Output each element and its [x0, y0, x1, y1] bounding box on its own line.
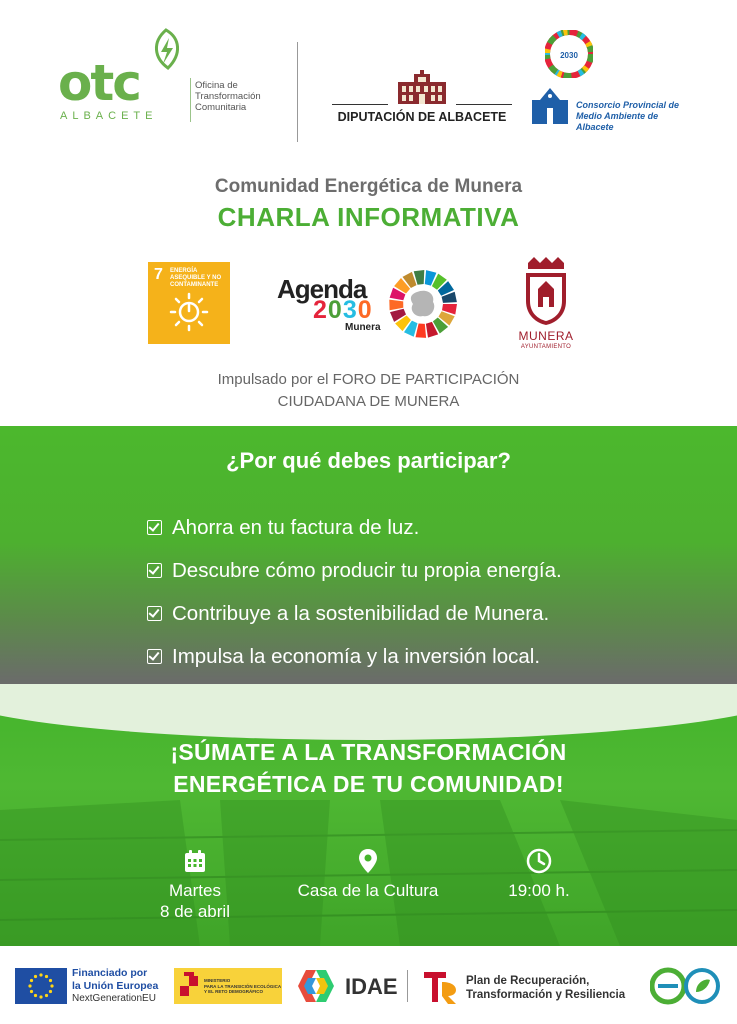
- eu-star: [39, 995, 42, 998]
- list-item-text: Contribuye a la sostenibilidad de Munera.: [172, 601, 550, 625]
- consorcio-line: Consorcio Provincial de: [576, 100, 680, 110]
- footer-separator: [407, 970, 408, 1002]
- sun-power-icon: [169, 292, 209, 332]
- eu-flag-icon: [15, 968, 67, 1004]
- idae-logo-icon: [294, 968, 338, 1004]
- otc-logo-text: otc: [58, 54, 140, 112]
- ods7-number: 7: [154, 266, 163, 283]
- agenda-year-digit: 0: [357, 296, 373, 324]
- diputacion-label: DIPUTACIÓN DE ALBACETE: [337, 110, 507, 124]
- event-place: [278, 848, 458, 901]
- sdg-wheel-segment: [389, 300, 403, 311]
- otc-desc-line: Oficina de: [195, 80, 238, 91]
- eu-star: [50, 984, 53, 987]
- checkbox-icon: [147, 649, 162, 664]
- diputacion-logo: [332, 70, 512, 126]
- eu-line: la Unión Europea: [72, 980, 159, 992]
- ministerio-logo: [174, 968, 282, 1004]
- eu-star: [28, 984, 31, 987]
- ods7-logo: [148, 262, 230, 344]
- list-item-text: Ahorra en tu factura de luz.: [172, 515, 420, 539]
- ministerio-text: [204, 978, 281, 995]
- header-separator: [297, 42, 298, 142]
- event-date: [140, 848, 250, 922]
- list-item-text: Impulsa la economía y la inversión local.: [172, 644, 541, 668]
- impulso-text: [0, 369, 737, 413]
- eu-star: [34, 975, 37, 978]
- event-date-line: 8 de abril: [160, 902, 230, 921]
- eu-star: [49, 979, 52, 982]
- eu-star: [30, 990, 33, 993]
- agenda-2030-logo: [275, 268, 465, 342]
- consorcio-logo: [530, 30, 690, 130]
- event-time-text: 19:00 h.: [508, 881, 570, 900]
- eu-star: [49, 990, 52, 993]
- consorcio-text: [576, 100, 690, 133]
- list-item: [147, 549, 687, 592]
- prtr-logo-icon: [420, 966, 460, 1006]
- prtr-line: Transformación y Resiliencia: [466, 989, 626, 1001]
- prtr-line: Plan de Recuperación,: [466, 975, 590, 987]
- list-item: [147, 506, 687, 549]
- munera-subtitle: AYUNTAMIENTO: [520, 344, 572, 350]
- slogan-part: ¡SÚMATE A LA: [170, 739, 342, 765]
- event-place-text: Casa de la Cultura: [297, 881, 439, 900]
- clock-icon: [526, 848, 552, 874]
- idae-text: IDAE: [345, 974, 398, 999]
- eu-star: [39, 973, 42, 976]
- eco-logo-icon: [650, 966, 724, 1006]
- otc-desc-line: Comunitaria: [195, 102, 247, 113]
- agenda-word: Agenda: [277, 274, 367, 304]
- location-pin-icon: [355, 848, 381, 874]
- eu-star: [45, 994, 48, 997]
- tower-icon: [530, 82, 570, 124]
- slogan: [0, 736, 737, 800]
- list-item: [147, 635, 687, 678]
- otc-description: [195, 80, 285, 113]
- consorcio-badge: 2030: [560, 51, 578, 60]
- header: [0, 0, 737, 160]
- checkbox-icon: [147, 520, 162, 535]
- agenda-year-digit: 2: [313, 296, 328, 324]
- calendar-icon: [182, 848, 208, 874]
- agenda-place: Munera: [345, 322, 381, 333]
- coat-of-arms-icon: [178, 972, 200, 1000]
- leaf-bolt-icon: [146, 28, 186, 72]
- list-item-text: Descubre cómo producir tu propia energía.: [172, 558, 562, 582]
- checkbox-icon: [147, 606, 162, 621]
- otc-divider: [190, 78, 191, 122]
- sdg-wheel-icon: [387, 268, 459, 340]
- consorcio-line: Medio Ambiente de Albacete: [576, 111, 659, 132]
- agenda-year-digit: 3: [342, 296, 358, 324]
- eu-funding-text: [72, 967, 158, 1005]
- ministerio-line: MINISTERIO: [204, 978, 231, 983]
- building-icon: [394, 70, 450, 104]
- slogan-part: ENERGÉTICA: [173, 771, 327, 797]
- list-item: [147, 592, 687, 635]
- eu-star: [30, 979, 33, 982]
- munera-logo: [512, 255, 580, 355]
- slogan-part: TRANSFORMACIÓN: [341, 739, 567, 765]
- slogan-line-2: [0, 768, 737, 800]
- diputacion-rule-right: [456, 104, 512, 105]
- impulso-line: CIUDADANA DE MUNERA: [277, 393, 460, 410]
- agenda-year: [313, 296, 373, 325]
- eu-line: Financiado por: [72, 967, 148, 979]
- slogan-part: DE TU COMUNIDAD!: [326, 771, 564, 797]
- ods7-text: ENERGÍA ASEQUIBLE Y NO CONTAMINANTE: [170, 268, 222, 288]
- event-date-line: Martes: [169, 881, 221, 900]
- diputacion-rule-left: [332, 104, 388, 105]
- otc-logo: [58, 28, 261, 128]
- event-time: [484, 848, 594, 901]
- agenda-year-digit: 0: [327, 296, 343, 324]
- why-list: [147, 506, 687, 678]
- slogan-line-1: [0, 736, 737, 768]
- sdg-wheel-icon: [545, 30, 593, 78]
- prtr-text: [466, 974, 625, 1002]
- munera-name: MUNERA: [518, 329, 574, 343]
- checkbox-icon: [147, 563, 162, 578]
- eu-line: NextGenerationEU: [72, 993, 156, 1004]
- impulso-line: Impulsado por el FORO DE PARTICIPACIÓN: [217, 371, 520, 388]
- event-title: CHARLA INFORMATIVA: [217, 202, 520, 232]
- ministerio-line: PARA LA TRANSICIÓN ECOLÓGICA: [204, 983, 282, 989]
- crest-icon: [520, 255, 572, 327]
- sdg-wheel-segment: [416, 324, 427, 338]
- eu-star: [34, 994, 37, 997]
- event-subtitle: Comunidad Energética de Munera: [214, 176, 523, 197]
- eu-star: [45, 975, 48, 978]
- field-arc: [0, 700, 737, 740]
- footer: [0, 946, 737, 1024]
- ministerio-line: Y EL RETO DEMOGRÁFICO: [204, 989, 264, 994]
- why-heading: ¿Por qué debes participar?: [226, 448, 511, 473]
- otc-desc-line: Transformación: [195, 91, 261, 102]
- otc-city: ALBACETE: [60, 110, 158, 122]
